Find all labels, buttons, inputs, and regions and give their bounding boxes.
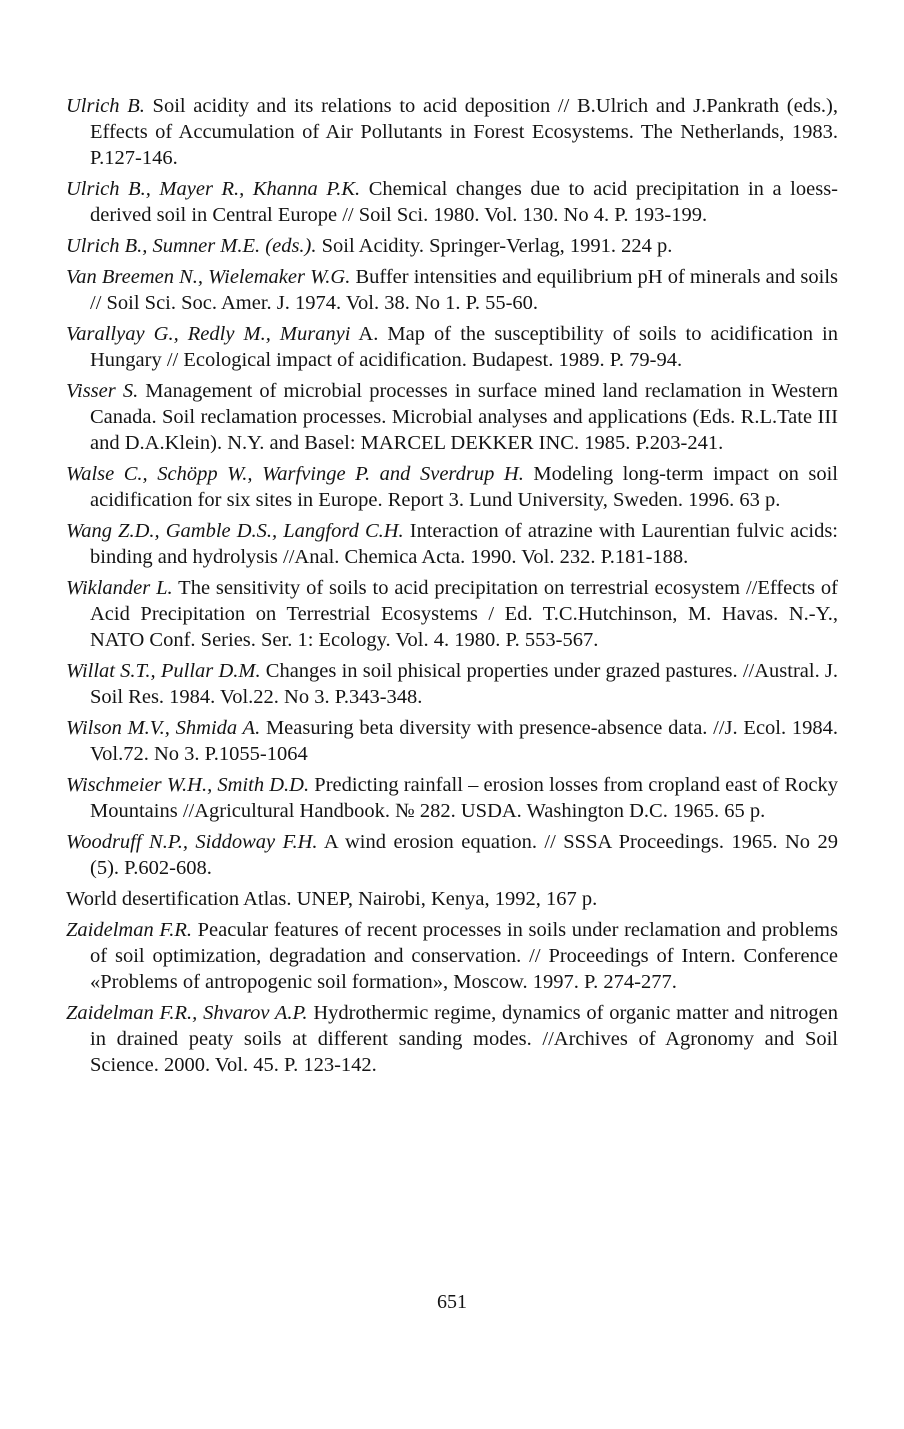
reference-text: Hydrothermic regime, dynamics of organic matter and nitrogen in drained peaty soils at different sanding modes. //Archives of Agronomy and Soil Science. 2000. Vol. 45. P. 123-142. [90, 1002, 838, 1076]
reference-list [66, 93, 838, 1083]
reference-text: Modeling long-term impact on soil acidification for six sites in Europe. Report 3. Lund University, Sweden. 1996. 63 p. [90, 463, 838, 511]
reference-text: Management of microbial processes in surface mined land reclamation in Western Canada. Soil reclamation processes. Microbial analyses and applications (Eds. R.L.Tate III and D.A.Klein). N.Y. and Basel: MARCEL DEKKER INC. 1985. P.203-241. [90, 380, 838, 454]
reference-text: World desertification Atlas. UNEP, Nairobi, Kenya, 1992, 167 p. [66, 888, 598, 910]
reference-author: Willat S.T., Pullar D.M. [66, 660, 261, 682]
page-number: 651 [437, 1291, 467, 1313]
reference-entry [66, 378, 838, 456]
reference-author: Varallyay G., Redly M., Muranyi [66, 323, 351, 345]
reference-author: Ulrich B., Mayer R., Khanna P.K. [66, 178, 361, 200]
reference-entry [66, 461, 838, 513]
reference-author: Van Breemen N., Wielemaker W.G. [66, 266, 351, 288]
reference-author: Zaidelman F.R., Shvarov A.P. [66, 1002, 308, 1024]
reference-text: The sensitivity of soils to acid precipitation on terrestrial ecosystem //Effects of Acid Precipitation on Terrestrial Ecosystems / Ed. T.C.Hutchinson, M. Havas. N.-Y., NATO Conf. Series. Ser. 1: Ecology. Vol. 4. 1980. P. 553-567. [90, 577, 838, 651]
reference-author: Wiklander L. [66, 577, 173, 599]
reference-author: Wischmeier W.H., Smith D.D. [66, 774, 310, 796]
reference-text: Predicting rainfall – erosion losses from cropland east of Rocky Mountains //Agricultural Handbook. № 282. USDA. Washington D.C. 1965. 65 p. [90, 774, 838, 822]
reference-text: Interaction of atrazine with Laurentian fulvic acids: binding and hydrolysis //Anal. Chemica Acta. 1990. Vol. 232. P.181-188. [90, 520, 838, 568]
reference-text: A. Map of the susceptibility of soils to acidification in Hungary // Ecological impact of acidification. Budapest. 1989. P. 79-94. [90, 323, 838, 371]
reference-entry [66, 1000, 838, 1078]
reference-text: Soil acidity and its relations to acid deposition // B.Ulrich and J.Pankrath (eds.), Effects of Accumulation of Air Pollutants in Forest Ecosystems. The Netherlands, 1983. P.127-146. [90, 95, 839, 169]
reference-author: Ulrich B. [66, 95, 145, 117]
reference-author: Woodruff N.P., Siddoway F.H. [66, 831, 318, 853]
reference-author: Ulrich B., Sumner M.E. (eds.). [66, 235, 317, 257]
reference-entry [66, 518, 838, 570]
reference-author: Wilson M.V., Shmida A. [66, 717, 261, 739]
reference-text: Buffer intensities and equilibrium pH of minerals and soils // Soil Sci. Soc. Amer. J. 1974. Vol. 38. No 1. P. 55-60. [90, 266, 838, 314]
reference-text: Changes in soil phisical properties under grazed pastures. //Austral. J. Soil Res. 1984. Vol.22. No 3. P.343-348. [90, 660, 838, 708]
reference-entry [66, 93, 838, 171]
reference-author: Walse C., Schöpp W., Warfvinge P. and Sverdrup H. [66, 463, 524, 485]
reference-text: Measuring beta diversity with presence-absence data. //J. Ecol. 1984. Vol.72. No 3. P.1055-1064 [90, 717, 838, 765]
reference-entry [66, 575, 838, 653]
reference-entry [66, 321, 838, 373]
reference-entry [66, 829, 838, 881]
reference-entry [66, 233, 838, 259]
reference-text: Chemical changes due to acid precipitation in a loess-derived soil in Central Europe // Soil Sci. 1980. Vol. 130. No 4. P. 193-199. [90, 178, 838, 226]
reference-author: Zaidelman F.R. [66, 919, 192, 941]
reference-entry [66, 715, 838, 767]
reference-author: Wang Z.D., Gamble D.S., Langford C.H. [66, 520, 404, 542]
reference-entry [66, 917, 838, 995]
reference-text: Peacular features of recent processes in soils under reclamation and problems of soil optimization, degradation and conservation. // Proceedings of Intern. Conference «Problems of antropogenic soil formation», Moscow. 1997. P. 274-277. [90, 919, 838, 993]
reference-entry [66, 176, 838, 228]
reference-author: Visser S. [66, 380, 139, 402]
reference-entry [66, 658, 838, 710]
reference-entry [66, 264, 838, 316]
reference-entry [66, 886, 838, 912]
reference-text: Soil Acidity. Springer-Verlag, 1991. 224 p. [316, 235, 673, 257]
reference-text: A wind erosion equation. // SSSA Proceedings. 1965. No 29 (5). P.602-608. [90, 831, 838, 879]
reference-entry [66, 772, 838, 824]
